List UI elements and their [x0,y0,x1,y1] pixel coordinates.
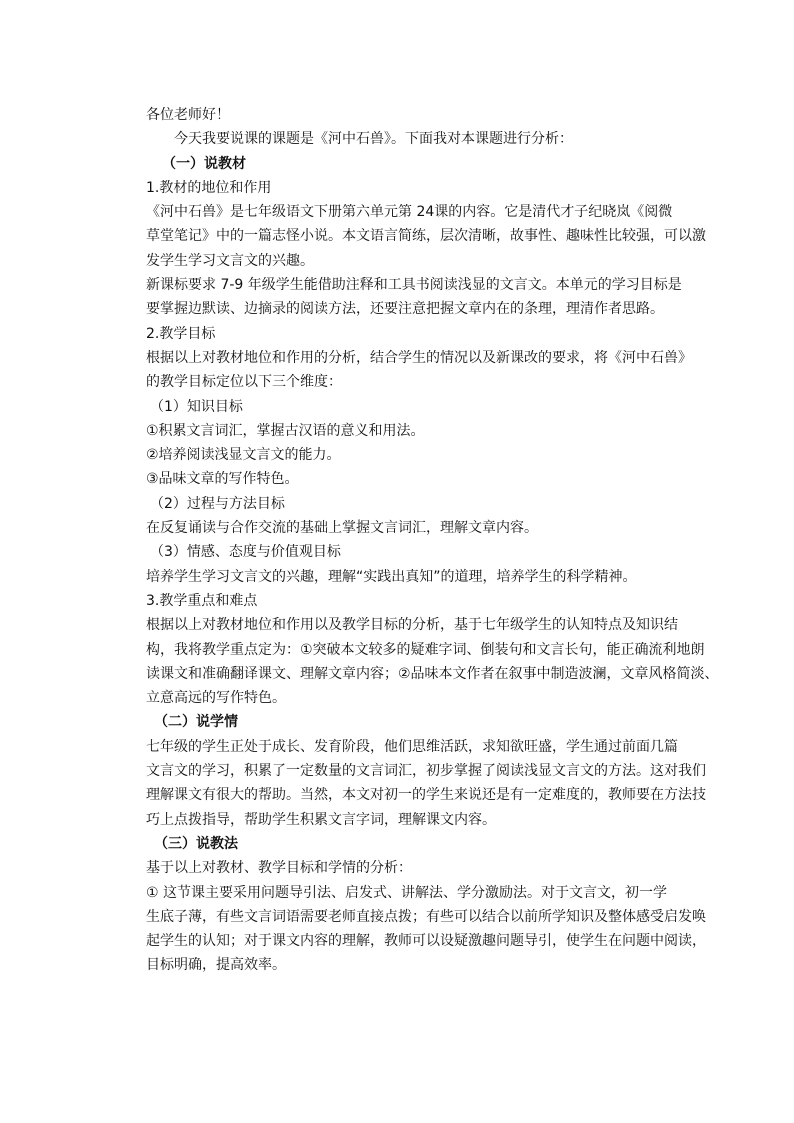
goal-3-text: 培养学生学习文言文的兴趣，理解“实践出真知”的道理，培养学生的科学精神。 [146,568,637,585]
s1-item1-para1 [146,200,706,273]
paragraph-line: ① 这节课主要采用问题导引法、启发式、讲解法、学分激励法。对于文言文，初一学 [146,884,667,901]
paragraph-line: 生底子薄，有些文言词语需要老师直接点拨；有些可以结合以前所学知识及整体感受启发唤 [146,908,706,925]
paragraph-line: 草堂笔记》中的一篇志怪小说。本文语言简练，层次清晰，故事性、趣味性比较强，可以激 [146,228,706,245]
goal-2-title: （2）过程与方法目标 [150,495,285,512]
s1-item1-para2 [146,273,682,322]
s2-para [146,735,706,832]
paragraph-line: 根据以上对教材地位和作用的分析，结合学生的情况以及新课改的要求，将《河中石兽》 [146,349,692,366]
intro-line: 今天我要说课的课题是《河中石兽》。下面我对本课题进行分析： [174,131,573,148]
paragraph-line: 的教学目标定位以下三个维度： [146,374,342,391]
s1-item2-title: 2.教学目标 [146,325,216,342]
paragraph-line: 要掌握边默读、边摘录的阅读方法，还要注意把握文章内在的条理，理清作者思路。 [146,301,664,318]
goal-2-text: 在反复诵读与合作交流的基础上掌握文言词汇，理解文章内容。 [146,520,538,537]
paragraph-line: 文言文的学习，积累了一定数量的文言词汇，初步掌握了阅读浅显文言文的方法。这对我们 [146,763,706,780]
paragraph-line: 七年级的学生正处于成长、发育阶段，他们思维活跃，求知欲旺盛，学生通过前面几篇 [146,738,678,755]
paragraph-line: 巧上点拨指导，帮助学生积累文言字词，理解课文内容。 [146,811,496,828]
goal-1-title: （1）知识目标 [150,398,243,415]
paragraph-line: 《河中石兽》是七年级语文下册第六单元第 24课的内容。它是清代才子纪晓岚《阅微 [146,204,673,221]
s1-item1-title: 1.教材的地位和作用 [146,179,272,196]
greeting: 各位老师好！ [146,107,230,123]
paragraph-line: 立意高远的写作特色。 [146,690,286,707]
s1-item2-para [146,346,692,395]
paragraph-line: 根据以上对教材地位和作用以及教学目标的分析，基于七年级学生的认知特点及知识结 [146,617,678,634]
s1-item3-para [146,613,719,710]
paragraph-line: 起学生的认知；对于课文内容的理解，教师可以设疑激趣问题导引，使学生在问题中阅读， [146,933,706,950]
s3-para [146,881,706,978]
s1-item3-title: 3.教学重点和难点 [146,592,258,609]
goal-1-item: ②培养阅读浅显文言文的能力。 [146,447,341,464]
goal-1-item: ③品味文章的写作特色。 [146,471,299,488]
paragraph-line: 构，我将教学重点定为：①突破本文较多的疑难字词、倒装句和文言长句，能正确流利地朗 [146,641,705,658]
section-1-title: （一）说教材 [162,155,246,172]
paragraph-line: 读课文和准确翻译课文、理解文章内容；②品味本文作者在叙事中制造波澜，文章风格简淡、 [146,665,719,682]
goal-1-item: ①积累文言词汇，掌握古汉语的意义和用法。 [146,422,425,439]
paragraph-line: 目标明确，提高效率。 [146,957,286,974]
section-2-title: （二）说学情 [154,714,238,731]
s3-intro: 基于以上对教材、教学目标和学情的分析： [146,860,412,877]
goal-3-title: （3）情感、态度与价值观目标 [150,544,341,561]
paragraph-line: 理解课文有很大的帮助。当然，本文对初一的学生来说还是有一定难度的，教师要在方法技 [146,787,706,804]
paragraph-line: 发学生学习文言文的兴趣。 [146,252,314,269]
section-3-title: （三）说教法 [154,835,238,852]
document-body [146,103,719,978]
paragraph-line: 新课标要求 7-9 年级学生能借助注释和工具书阅读浅显的文言文。本单元的学习目标是 [146,277,682,294]
